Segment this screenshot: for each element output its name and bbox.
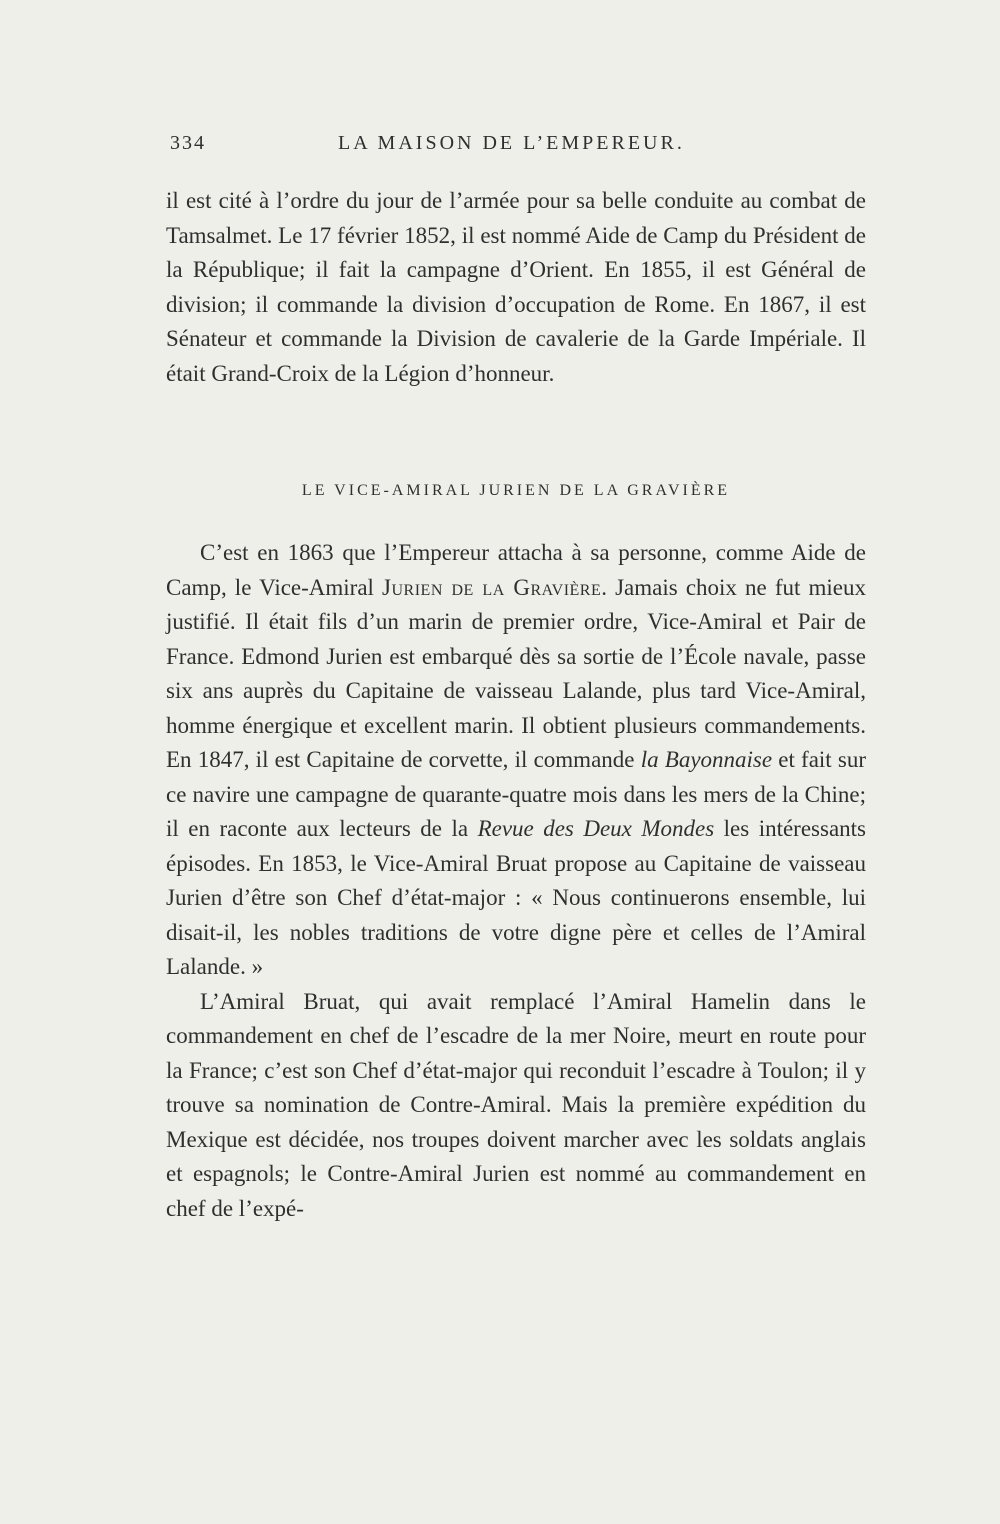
body-text-top xyxy=(166,184,866,391)
running-head xyxy=(170,132,866,162)
paragraph-2-part-4: les intéressants épisodes. En 1853, le Vice-Amiral Bruat propose au Capitaine de vaisseau Jurien d’être son Chef d’état-major : « Nous continuerons ensemble, lui disait-il, les nobles traditions de votre digne père et celles de l’Amiral Lalande. » xyxy=(166,816,867,979)
running-title: LA MAISON DE L’EMPEREUR. xyxy=(338,132,685,154)
section-heading: LE VICE-AMIRAL JURIEN DE LA GRAVIÈRE xyxy=(301,482,731,499)
paragraph-2-part-2: . Jamais choix ne fut mieux justifié. Il était fils d’un marin de premier ordre, Vice-Amiral et Pair de France. Edmond Jurien est embarqué dès sa sortie de l’École navale, passe six ans auprès du Capitaine de vaisseau Lalande, plus tard Vice-Amiral, homme énergique et excellent marin. Il obtient plusieurs commandements. En 1847, il est Capitaine de corvette, il commande xyxy=(166,574,866,772)
paragraph-1: il est cité à l’ordre du jour de l’armée pour sa belle conduite au combat de Tamsalmet. Le 17 février 1852, il est nommé Aide de Camp du Président de la République; il fait la campagne d’Orient. En 1855, il est Général de division; il commande la division d’occupation de Rome. En 1867, il est Sénateur et commande la Division de cavalerie de la Garde Impériale. Il était Grand-Croix de la Légion d’honneur. xyxy=(166,188,866,386)
paragraph-2-part-1: C’est en 1863 que l’Empereur attacha à sa personne, comme Aide de Camp, le Vice-Amiral xyxy=(166,540,866,600)
paragraph-2-part-3: et fait sur ce navire une campagne de quarante-quatre mois dans les mers de la Chine; il en raconte aux lecteurs de la xyxy=(166,747,867,841)
admiral-name-smallcaps: Jurien de la Gravière xyxy=(382,574,602,600)
ship-name-italic: la Bayonnaise xyxy=(640,747,773,772)
revue-title-italic: Revue des Deux Mondes xyxy=(477,816,715,841)
body-text-section xyxy=(166,536,866,1226)
page-number: 334 xyxy=(170,132,206,154)
paragraph-2 xyxy=(166,536,866,985)
paragraph-3: L’Amiral Bruat, qui avait remplacé l’Amiral Hamelin dans le commandement en chef de l’escadre de la mer Noire, meurt en route pour la France; c’est son Chef d’état-major qui reconduit l’escadre à Toulon; il y trouve sa nomination de Contre-Amiral. Mais la première expédition du Mexique est décidée, nos troupes doivent marcher avec les soldats anglais et espagnols; le Contre-Amiral Jurien est nommé au commandement en chef de l’expé- xyxy=(166,988,866,1221)
